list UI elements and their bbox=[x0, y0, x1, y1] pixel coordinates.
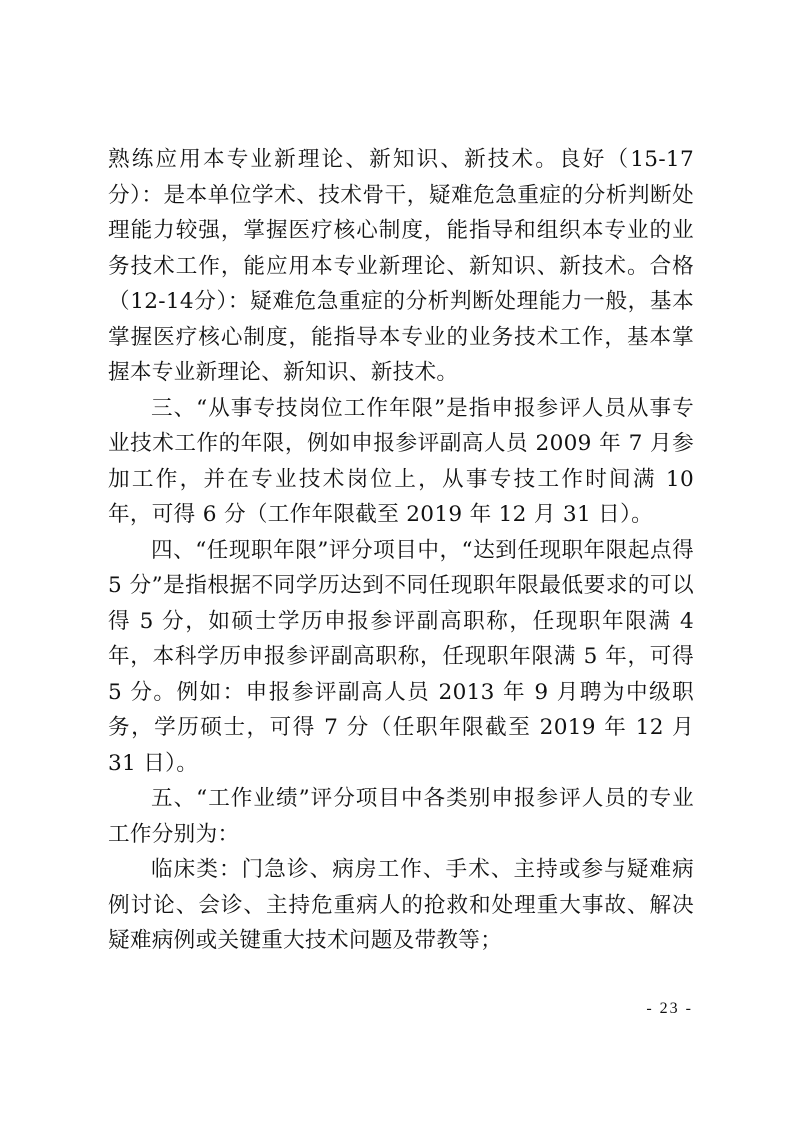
paragraph-current-position-years: 四、“任现职年限”评分项目中，“达到任现职年限起点得 5 分”是指根据不同学历达到不同任现职年限最低要求的可以得 5 分，如硕士学历申报参评副高职称，任现职年限满 4 年，本科学历申报参评副高职称，任现职年限满 5 年，可得 5 分。例如：申报参评副高人员 2013 年 9 月聘为中级职务，学历硕士，可得 7 分（任职年限截至 2019 年 12 月 31 日）。 bbox=[108, 537, 694, 776]
paragraph-clinical-category: 临床类：门急诊、病房工作、手术、主持或参与疑难病例讨论、会诊、主持危重病人的抢救和处理重大事故、解决疑难病例或关键重大技术问题及带教等； bbox=[108, 857, 694, 953]
paragraph-continued-grading: 熟练应用本专业新理论、新知识、新技术。良好（15-17分）：是本单位学术、技术骨干，疑难危急重症的分析判断处理能力较强，掌握医疗核心制度，能指导和组织本专业的业务技术工作，能应用本专业新理论、新知识、新技术。合格（12-14分）：疑难危急重症的分析判断处理能力一般，基本掌握医疗核心制度，能指导本专业的业务技术工作，基本掌握本专业新理论、新知识、新技术。 bbox=[108, 147, 694, 385]
document-body bbox=[108, 142, 694, 959]
paragraph-work-performance: 五、“工作业绩”评分项目中各类别申报参评人员的专业工作分别为： bbox=[108, 786, 694, 847]
page-number: - 23 - bbox=[646, 1000, 693, 1017]
paragraph-work-years: 三、“从事专技岗位工作年限”是指申报参评人员从事专业技术工作的年限，例如申报参评副高人员 2009 年 7 月参加工作，并在专业技术岗位上，从事专技工作时间满 10 年，可得 6 分（工作年限截至 2019 年 12 月 31 日）。 bbox=[108, 395, 694, 527]
